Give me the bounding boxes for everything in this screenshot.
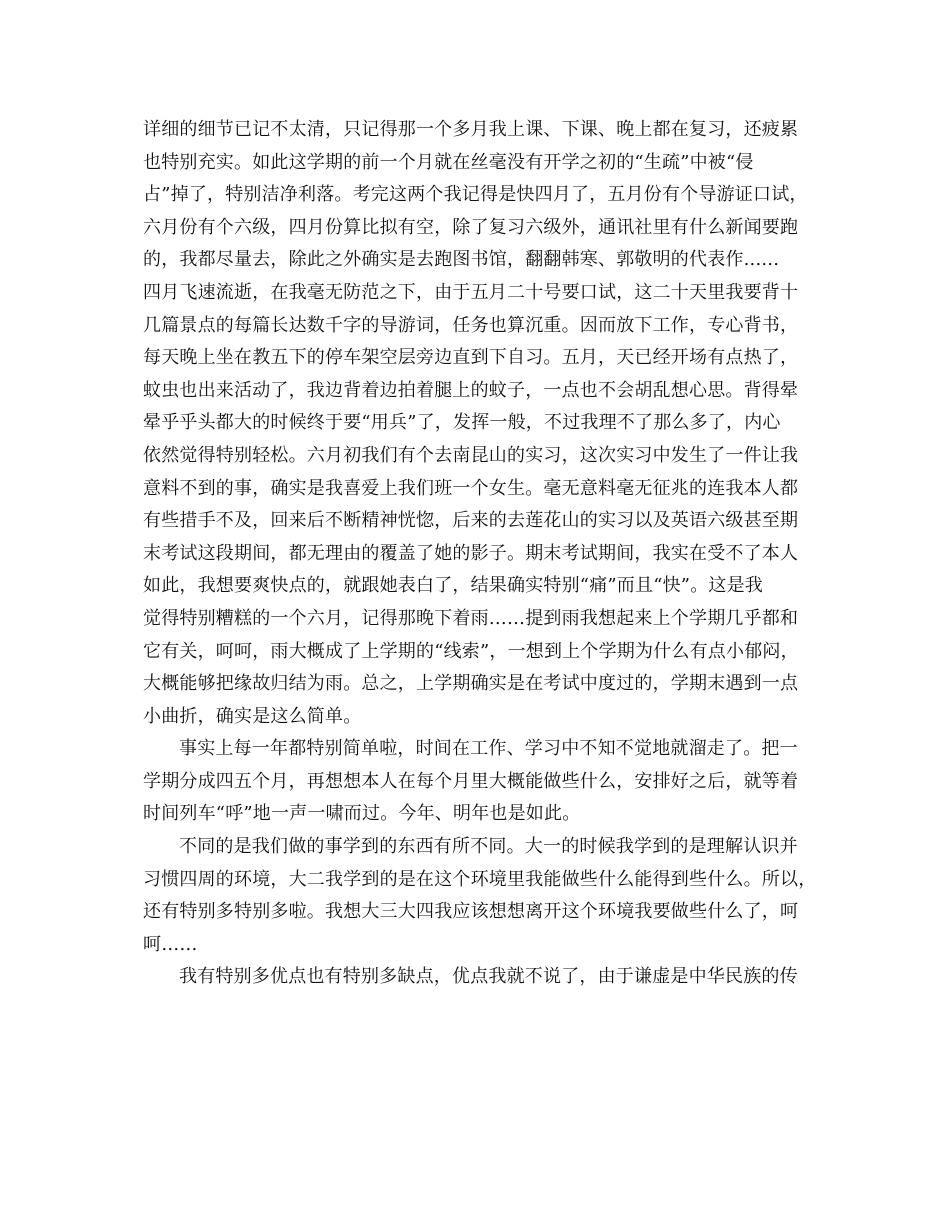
text-line: 也特别充实。如此这学期的前一个月就在丝毫没有开学之初的“生疏”中被“侵 — [143, 151, 754, 173]
text-line: 依然觉得特别轻松。六月初我们有个去南昆山的实习，这次实习中发生了一件让我 — [143, 444, 799, 466]
text-line: 末考试这段期间，都无理由的覆盖了她的影子。期末考试期间，我实在受不了本人 — [143, 542, 799, 564]
text-line: 习惯四周的环境，大二我学到的是在这个环境里我能做些什么能得到些什么。所以， — [143, 868, 817, 890]
text-line: 呵…… — [143, 933, 198, 955]
text-line: 学期分成四五个月，再想想本人在每个月里大概能做些什么，安排好之后，就等着 — [143, 770, 799, 792]
text-line: 如此，我想要爽快点的，就跟她表白了，结果确实特别“痛”而且“快”。这是我 — [143, 575, 764, 597]
text-line: 详细的细节已记不太清，只记得那一个多月我上课、下课、晚上都在复习，还疲累 — [143, 119, 799, 140]
text-line: 的，我都尽量去，除此之外确实是去跑图书馆，翻翻韩寒、郭敬明的代表作...... — [143, 249, 780, 271]
text-line: 晕乎乎头都大的时候终于要“用兵”了，发挥一般，不过我理不了那么多了，内心 — [143, 412, 781, 434]
text-line: 四月飞速流逝，在我毫无防范之下，由于五月二十号要口试，这二十天里我要背十 — [143, 281, 799, 303]
text-line: 意料不到的事，确实是我喜爱上我们班一个女生。毫无意料毫无征兆的连我本人都 — [143, 477, 799, 499]
text-line: 蚊虫也出来活动了，我边背着边拍着腿上的蚊子，一点也不会胡乱想心思。背得晕 — [143, 379, 799, 401]
document-body — [143, 114, 823, 994]
text-line: 每天晚上坐在教五下的停车架空层旁边直到下自习。五月，天已经开场有点热了， — [143, 347, 799, 369]
text-line: 还有特别多特别多啦。我想大三大四我应该想想离开这个环境我要做些什么了，呵 — [143, 901, 799, 923]
paragraph-start-line: 我有特别多优点也有特别多缺点，优点我就不说了，由于谦虚是中华民族的传 — [179, 966, 798, 988]
text-line: 觉得特别糟糕的一个六月，记得那晚下着雨……提到雨我想起来上个学期几乎都和 — [143, 607, 799, 629]
text-line: 占”掉了，特别洁净利落。考完这两个我记得是快四月了，五月份有个导游证口试， — [143, 184, 808, 206]
text-line: 六月份有个六级，四月份算比拟有空，除了复习六级外，通讯社里有什么新闻要跑 — [143, 216, 799, 238]
paragraph-start-line: 不同的是我们做的事学到的东西有所不同。大一的时候我学到的是理解认识并 — [179, 836, 798, 858]
paragraph-start-line: 事实上每一年都特别简单啦，时间在工作、学习中不知不觉地就溜走了。把一 — [179, 738, 798, 760]
text-line: 几篇景点的每篇长达数千字的导游词，任务也算沉重。因而放下工作，专心背书， — [143, 314, 799, 336]
text-line: 时间列车“呼”地一声一啸而过。今年、明年也是如此。 — [143, 803, 581, 825]
text-line: 大概能够把缘故归结为雨。总之，上学期确实是在考试中度过的，学期末遇到一点 — [143, 673, 799, 695]
text-line: 有些措手不及，回来后不断精神恍惚，后来的去莲花山的实习以及英语六级甚至期 — [143, 510, 799, 532]
text-line: 小曲折，确实是这么简单。 — [143, 705, 362, 727]
text-line: 它有关，呵呵，雨大概成了上学期的“线索”，一想到上个学期为什么有点小郁闷， — [143, 640, 799, 662]
